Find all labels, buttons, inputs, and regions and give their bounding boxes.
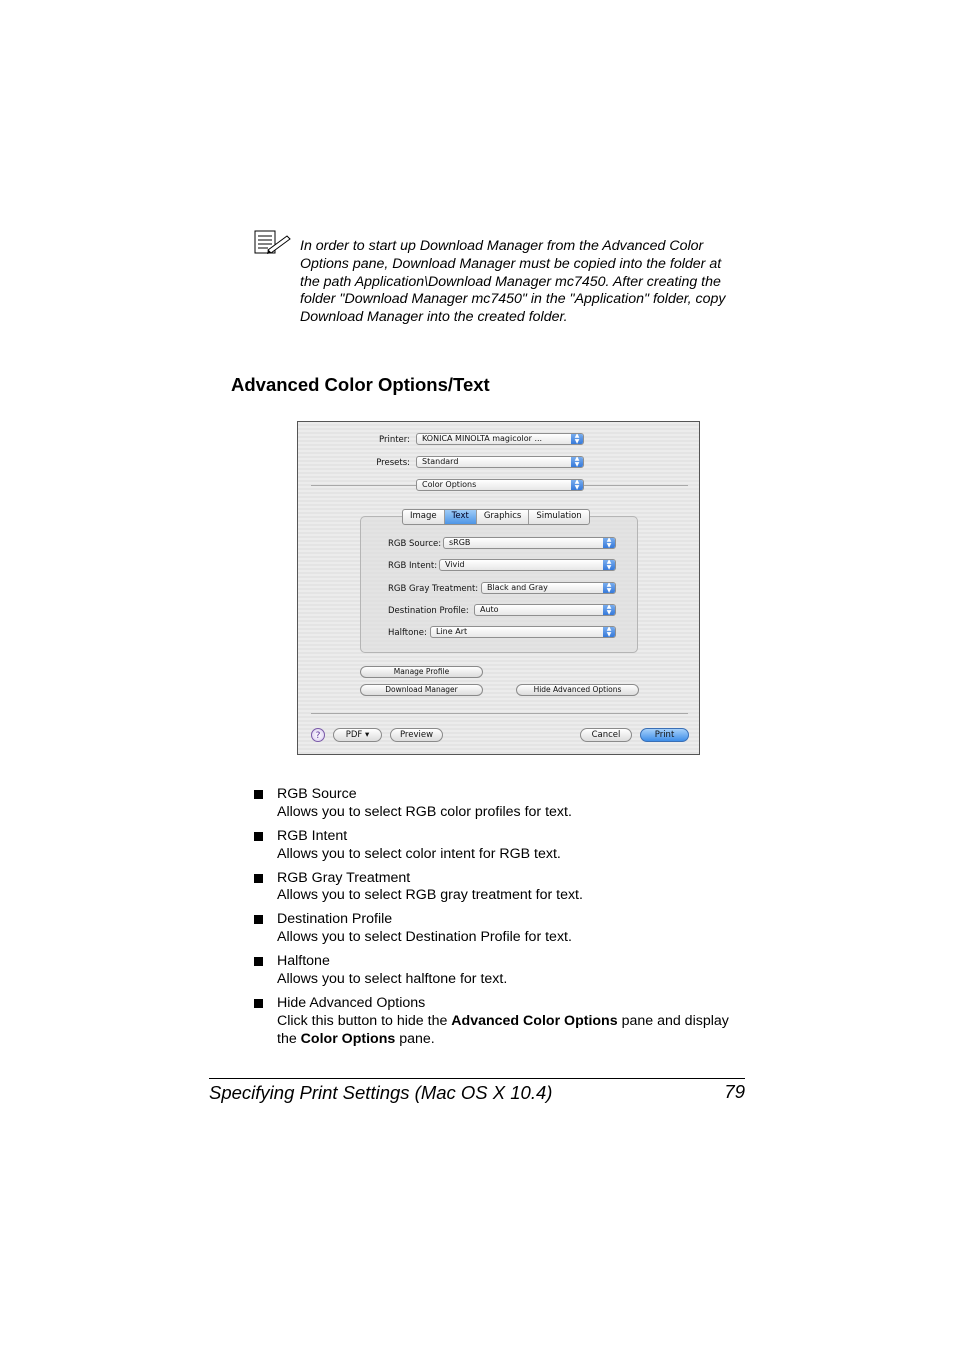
bullet-desc: Allows you to select RGB color profiles for text. xyxy=(277,803,572,820)
rgb-intent-value: Vivid xyxy=(445,560,465,569)
bullet-square-icon xyxy=(254,832,263,841)
pdf-button[interactable]: PDF ▾ xyxy=(333,728,382,742)
note-line: Download Manager into the created folder. xyxy=(300,309,568,326)
bullet-desc: Allows you to select Destination Profile for text. xyxy=(277,929,572,946)
desc-text: pane and display xyxy=(617,1012,729,1029)
footer-title: Specifying Print Settings (Mac OS X 10.4) xyxy=(209,1082,553,1103)
bullet-square-icon xyxy=(254,790,263,799)
rgb-source-popup[interactable] xyxy=(443,537,616,549)
list-item xyxy=(254,911,754,947)
popup-arrows-icon: ▲ ▼ xyxy=(571,433,583,445)
bullet-title: RGB Intent xyxy=(277,827,348,844)
popup-arrows-icon: ▲ ▼ xyxy=(603,582,615,594)
manage-profile-button[interactable]: Manage Profile xyxy=(360,666,483,678)
rgb-gray-popup[interactable] xyxy=(481,582,616,594)
desc-text: the xyxy=(277,1030,301,1047)
bullet-title: RGB Gray Treatment xyxy=(277,869,411,886)
bullet-title: Destination Profile xyxy=(277,911,393,928)
tab-image[interactable]: Image xyxy=(403,510,445,524)
dest-profile-value: Auto xyxy=(480,605,499,614)
bullet-desc xyxy=(277,1031,754,1049)
popup-arrows-icon: ▲ ▼ xyxy=(603,559,615,571)
bullet-square-icon xyxy=(254,999,263,1008)
rgb-source-label: RGB Source: xyxy=(388,539,442,549)
list-item xyxy=(254,953,754,989)
printer-popup[interactable] xyxy=(416,433,584,445)
help-button[interactable]: ? xyxy=(311,728,325,742)
bullet-square-icon xyxy=(254,957,263,966)
presets-popup[interactable] xyxy=(416,456,584,468)
bullet-title: Hide Advanced Options xyxy=(277,994,426,1011)
bullet-square-icon xyxy=(254,915,263,924)
printer-label: Printer: xyxy=(379,435,410,445)
print-dialog-screenshot xyxy=(297,421,700,755)
note-pencil-icon xyxy=(254,230,292,256)
bullet-desc: Allows you to select color intent for RGB text. xyxy=(277,845,561,862)
tab-simulation[interactable]: Simulation xyxy=(536,511,582,521)
popup-arrows-icon: ▲ ▼ xyxy=(603,626,615,638)
bullet-title: Halftone xyxy=(277,953,330,970)
halftone-value: Line Art xyxy=(436,627,468,636)
section-heading: Advanced Color Options/Text xyxy=(231,374,490,395)
printer-popup-value: KONICA MINOLTA magicolor ... xyxy=(422,434,543,443)
pane-popup-value: Color Options xyxy=(422,480,477,489)
halftone-label: Halftone: xyxy=(388,628,427,638)
bullet-desc xyxy=(277,1013,754,1031)
bullet-title: RGB Source xyxy=(277,786,357,802)
rgb-gray-value: Black and Gray xyxy=(487,583,548,592)
note-text xyxy=(300,238,745,327)
popup-arrows-icon: ▲ ▼ xyxy=(571,479,583,491)
note-line: In order to start up Download Manager from the Advanced Color xyxy=(300,238,704,254)
dest-profile-label: Destination Profile: xyxy=(388,606,469,616)
tab-graphics[interactable]: Graphics xyxy=(477,510,530,524)
presets-popup-value: Standard xyxy=(422,457,459,466)
page-number: 79 xyxy=(724,1081,745,1102)
hide-advanced-options-button[interactable]: Hide Advanced Options xyxy=(516,684,639,696)
list-item xyxy=(254,995,754,1048)
popup-arrows-icon: ▲ ▼ xyxy=(571,456,583,468)
rgb-gray-label: RGB Gray Treatment: xyxy=(388,584,479,594)
tab-text[interactable]: Text xyxy=(445,510,477,524)
dest-profile-popup[interactable] xyxy=(474,604,616,616)
rgb-source-value: sRGB xyxy=(449,538,471,547)
bullet-desc: Allows you to select RGB gray treatment for text. xyxy=(277,887,583,904)
popup-arrows-icon: ▲ ▼ xyxy=(603,537,615,549)
rgb-intent-label: RGB Intent: xyxy=(388,561,438,571)
desc-text: Click this button to hide the xyxy=(277,1012,452,1029)
bullet-square-icon xyxy=(254,874,263,883)
separator xyxy=(311,713,688,714)
halftone-popup[interactable] xyxy=(430,626,616,638)
rgb-intent-popup[interactable] xyxy=(439,559,616,571)
list-item xyxy=(254,870,754,906)
download-manager-button[interactable]: Download Manager xyxy=(360,684,483,696)
cancel-button[interactable]: Cancel xyxy=(580,728,632,742)
preview-button[interactable]: Preview xyxy=(390,728,443,742)
pane-popup[interactable] xyxy=(416,479,584,491)
desc-bold: Color Options xyxy=(300,1030,396,1047)
note-line: Options pane, Download Manager must be copied into the folder at xyxy=(300,255,722,272)
desc-bold: Advanced Color Options xyxy=(451,1012,618,1029)
tab-bar xyxy=(402,509,590,525)
list-item xyxy=(254,786,754,822)
bullet-desc: Allows you to select halftone for text. xyxy=(277,970,508,987)
list-item xyxy=(254,828,754,864)
note-line: the path Application\Download Manager mc7450. After creating the xyxy=(300,273,721,290)
popup-arrows-icon: ▲ ▼ xyxy=(603,604,615,616)
note-line: folder "Download Manager mc7450" in the "Application" folder, copy xyxy=(300,291,726,308)
presets-label: Presets: xyxy=(376,458,410,468)
footer-rule xyxy=(209,1078,745,1079)
desc-text: pane. xyxy=(395,1030,435,1047)
bullet-list xyxy=(254,786,754,1054)
print-button[interactable]: Print xyxy=(640,728,689,742)
